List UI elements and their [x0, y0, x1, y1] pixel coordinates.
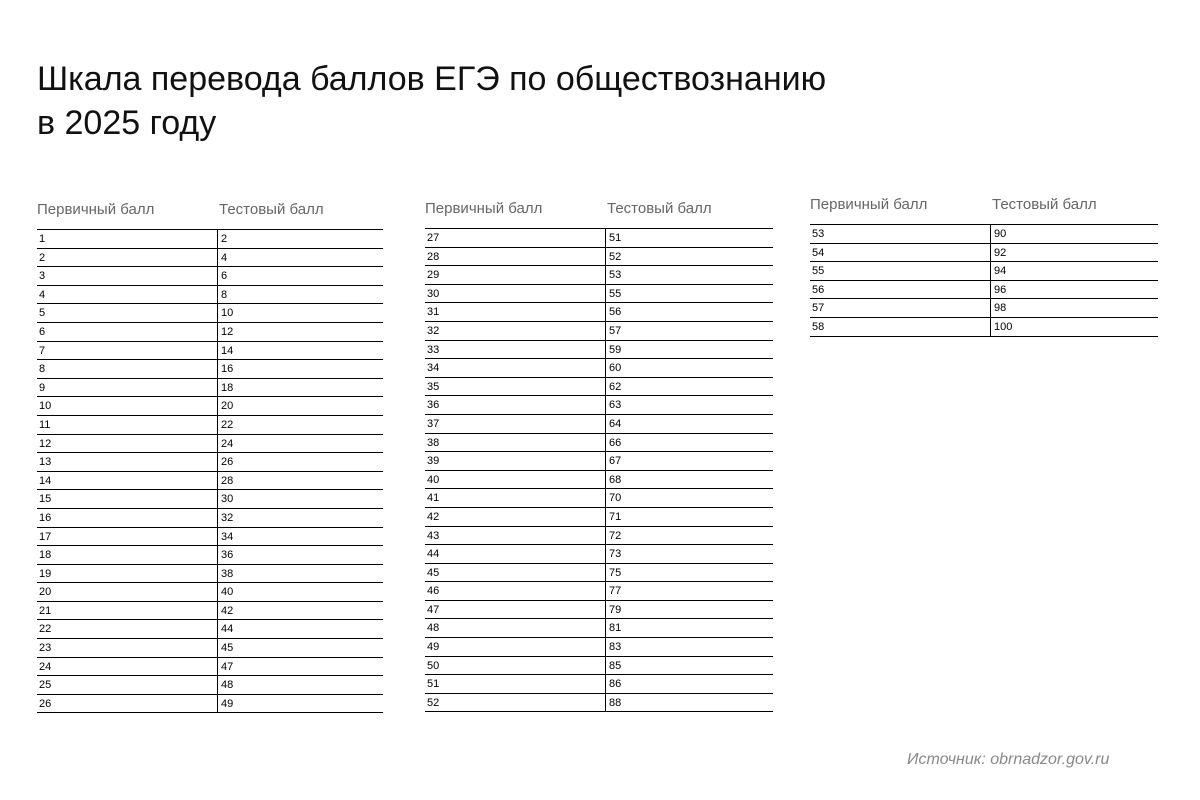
test-score-cell: 60 [609, 362, 622, 375]
test-score-cell: 2 [221, 233, 228, 245]
table-row [37, 230, 383, 249]
primary-score-cell: 29 [425, 266, 606, 284]
primary-score-cell: 30 [425, 285, 606, 303]
header-primary-score: Первичный балл [425, 200, 543, 217]
table-row [425, 619, 773, 638]
test-score-cell: 14 [221, 344, 234, 357]
test-score-cell: 12 [221, 325, 234, 338]
primary-score-cell: 7 [37, 342, 218, 360]
primary-score-cell: 28 [425, 248, 606, 266]
test-score-cell: 49 [221, 697, 234, 710]
test-score-cell: 45 [221, 642, 234, 655]
primary-score-cell: 48 [425, 619, 606, 637]
table-row [37, 360, 383, 379]
primary-score-cell: 15 [37, 490, 218, 508]
test-score-cell: 38 [221, 567, 234, 580]
primary-score-cell: 12 [37, 435, 218, 453]
primary-score-cell: 9 [37, 379, 218, 397]
test-score-cell: 100 [994, 320, 1013, 333]
primary-score-cell: 46 [425, 582, 606, 600]
primary-score-cell: 11 [37, 416, 218, 434]
header-test-score: Тестовый балл [219, 201, 324, 218]
test-score-cell: 10 [221, 307, 234, 320]
table-row [37, 379, 383, 398]
test-score-cell: 71 [609, 510, 622, 523]
primary-score-cell: 32 [425, 322, 606, 340]
primary-score-cell: 1 [37, 230, 218, 248]
table-row [37, 453, 383, 472]
table-row [425, 229, 773, 248]
test-score-cell: 94 [994, 265, 1007, 278]
test-score-cell: 88 [609, 696, 622, 709]
test-score-cell: 64 [609, 417, 622, 430]
primary-score-cell: 4 [37, 286, 218, 304]
table-row [425, 545, 773, 564]
table-row [37, 435, 383, 454]
test-score-cell: 86 [609, 678, 622, 691]
table-row [37, 397, 383, 416]
table-row [37, 658, 383, 677]
primary-score-cell: 6 [37, 323, 218, 341]
primary-score-cell: 35 [425, 378, 606, 396]
test-score-cell: 79 [609, 603, 622, 616]
primary-score-cell: 36 [425, 396, 606, 414]
test-score-cell: 57 [609, 324, 622, 337]
primary-score-cell: 57 [810, 299, 991, 317]
table-row [37, 583, 383, 602]
page-title-line1: Шкала перевода баллов ЕГЭ по обществознанию [37, 60, 827, 98]
table-rows [810, 224, 1158, 337]
test-score-cell: 56 [609, 306, 622, 319]
primary-score-cell: 26 [37, 695, 218, 713]
score-table-1 [37, 201, 383, 713]
primary-score-cell: 58 [810, 318, 991, 336]
test-score-cell: 53 [609, 269, 622, 282]
test-score-cell: 90 [994, 228, 1007, 240]
test-score-cell: 24 [221, 437, 234, 450]
primary-score-cell: 16 [37, 509, 218, 527]
primary-score-cell: 41 [425, 489, 606, 507]
table-row [425, 508, 773, 527]
table-row [425, 434, 773, 453]
primary-score-cell: 39 [425, 452, 606, 470]
test-score-cell: 63 [609, 399, 622, 412]
table-row [425, 415, 773, 434]
table-row [37, 416, 383, 435]
test-score-cell: 68 [609, 473, 622, 486]
score-table-3 [810, 196, 1158, 337]
table-row [425, 341, 773, 360]
table-row [37, 546, 383, 565]
primary-score-cell: 52 [425, 694, 606, 712]
table-row [37, 509, 383, 528]
test-score-cell: 36 [221, 549, 234, 562]
test-score-cell: 55 [609, 287, 622, 300]
table-row [810, 281, 1158, 300]
table-row [37, 323, 383, 342]
table-row [425, 322, 773, 341]
table-row [425, 582, 773, 601]
table-row [425, 489, 773, 508]
table-row [425, 285, 773, 304]
table-row [37, 304, 383, 323]
table-row [37, 249, 383, 268]
table-row [810, 262, 1158, 281]
primary-score-cell: 56 [810, 281, 991, 299]
primary-score-cell: 2 [37, 249, 218, 267]
table-row [810, 299, 1158, 318]
table-row [37, 695, 383, 714]
test-score-cell: 75 [609, 566, 622, 579]
primary-score-cell: 14 [37, 472, 218, 490]
table-row [37, 286, 383, 305]
table-row [425, 638, 773, 657]
test-score-cell: 98 [994, 302, 1007, 315]
test-score-cell: 48 [221, 679, 234, 692]
table-header [37, 201, 383, 221]
table-header [810, 196, 1158, 216]
table-row [425, 675, 773, 694]
test-score-cell: 52 [609, 250, 622, 263]
test-score-cell: 16 [221, 363, 234, 376]
primary-score-cell: 25 [37, 676, 218, 694]
test-score-cell: 22 [221, 418, 234, 431]
test-score-cell: 85 [609, 659, 622, 672]
test-score-cell: 32 [221, 511, 234, 524]
table-row [425, 248, 773, 267]
primary-score-cell: 18 [37, 546, 218, 564]
primary-score-cell: 55 [810, 262, 991, 280]
primary-score-cell: 49 [425, 638, 606, 656]
table-row [810, 244, 1158, 263]
table-row [425, 471, 773, 490]
table-row [425, 359, 773, 378]
table-rows [425, 228, 773, 712]
primary-score-cell: 34 [425, 359, 606, 377]
test-score-cell: 8 [221, 288, 228, 301]
table-row [425, 452, 773, 471]
primary-score-cell: 37 [425, 415, 606, 433]
header-primary-score: Первичный балл [810, 196, 928, 213]
test-score-cell: 77 [609, 585, 622, 598]
test-score-cell: 70 [609, 492, 622, 505]
primary-score-cell: 38 [425, 434, 606, 452]
primary-score-cell: 22 [37, 620, 218, 638]
primary-score-cell: 42 [425, 508, 606, 526]
table-row [37, 620, 383, 639]
primary-score-cell: 17 [37, 528, 218, 546]
test-score-cell: 6 [221, 270, 228, 283]
test-score-cell: 83 [609, 641, 622, 654]
primary-score-cell: 45 [425, 564, 606, 582]
table-row [37, 565, 383, 584]
test-score-cell: 20 [221, 400, 234, 413]
primary-score-cell: 20 [37, 583, 218, 601]
primary-score-cell: 31 [425, 303, 606, 321]
primary-score-cell: 5 [37, 304, 218, 322]
test-score-cell: 26 [221, 456, 234, 469]
primary-score-cell: 27 [425, 229, 606, 247]
primary-score-cell: 51 [425, 675, 606, 693]
table-row [810, 225, 1158, 244]
table-row [425, 564, 773, 583]
table-row [37, 342, 383, 361]
test-score-cell: 42 [221, 604, 234, 617]
table-row [425, 657, 773, 676]
table-row [37, 490, 383, 509]
primary-score-cell: 23 [37, 639, 218, 657]
page-title-line2: в 2025 году [37, 104, 217, 142]
table-row [37, 528, 383, 547]
page-title [37, 57, 826, 145]
test-score-cell: 4 [221, 251, 228, 264]
test-score-cell: 44 [221, 623, 234, 636]
table-row [425, 396, 773, 415]
header-test-score: Тестовый балл [607, 200, 712, 217]
test-score-cell: 92 [994, 246, 1007, 259]
header-primary-score: Первичный балл [37, 201, 155, 218]
test-score-cell: 18 [221, 381, 234, 394]
test-score-cell: 28 [221, 474, 234, 487]
header-test-score: Тестовый балл [992, 196, 1097, 213]
score-table-2 [425, 200, 773, 712]
table-row [810, 318, 1158, 337]
primary-score-cell: 43 [425, 527, 606, 545]
table-rows [37, 229, 383, 713]
test-score-cell: 72 [609, 529, 622, 542]
primary-score-cell: 24 [37, 658, 218, 676]
test-score-cell: 67 [609, 455, 622, 468]
table-row [37, 472, 383, 491]
primary-score-cell: 53 [810, 225, 991, 243]
table-row [425, 527, 773, 546]
table-row [425, 303, 773, 322]
test-score-cell: 96 [994, 283, 1007, 296]
table-row [37, 267, 383, 286]
test-score-cell: 47 [221, 660, 234, 673]
primary-score-cell: 10 [37, 397, 218, 415]
table-row [425, 601, 773, 620]
test-score-cell: 62 [609, 380, 622, 393]
table-header [425, 200, 773, 220]
test-score-cell: 73 [609, 548, 622, 561]
primary-score-cell: 21 [37, 602, 218, 620]
test-score-cell: 51 [609, 232, 622, 244]
table-row [425, 694, 773, 713]
primary-score-cell: 54 [810, 244, 991, 262]
table-row [425, 266, 773, 285]
primary-score-cell: 8 [37, 360, 218, 378]
test-score-cell: 81 [609, 622, 622, 635]
test-score-cell: 34 [221, 530, 234, 543]
primary-score-cell: 19 [37, 565, 218, 583]
test-score-cell: 66 [609, 436, 622, 449]
primary-score-cell: 13 [37, 453, 218, 471]
table-row [37, 602, 383, 621]
test-score-cell: 59 [609, 343, 622, 356]
source-note: Источник: obrnadzor.gov.ru [907, 751, 1110, 768]
primary-score-cell: 40 [425, 471, 606, 489]
primary-score-cell: 50 [425, 657, 606, 675]
primary-score-cell: 3 [37, 267, 218, 285]
test-score-cell: 30 [221, 493, 234, 506]
primary-score-cell: 44 [425, 545, 606, 563]
table-row [37, 639, 383, 658]
primary-score-cell: 47 [425, 601, 606, 619]
test-score-cell: 40 [221, 586, 234, 599]
table-row [37, 676, 383, 695]
table-row [425, 378, 773, 397]
primary-score-cell: 33 [425, 341, 606, 359]
